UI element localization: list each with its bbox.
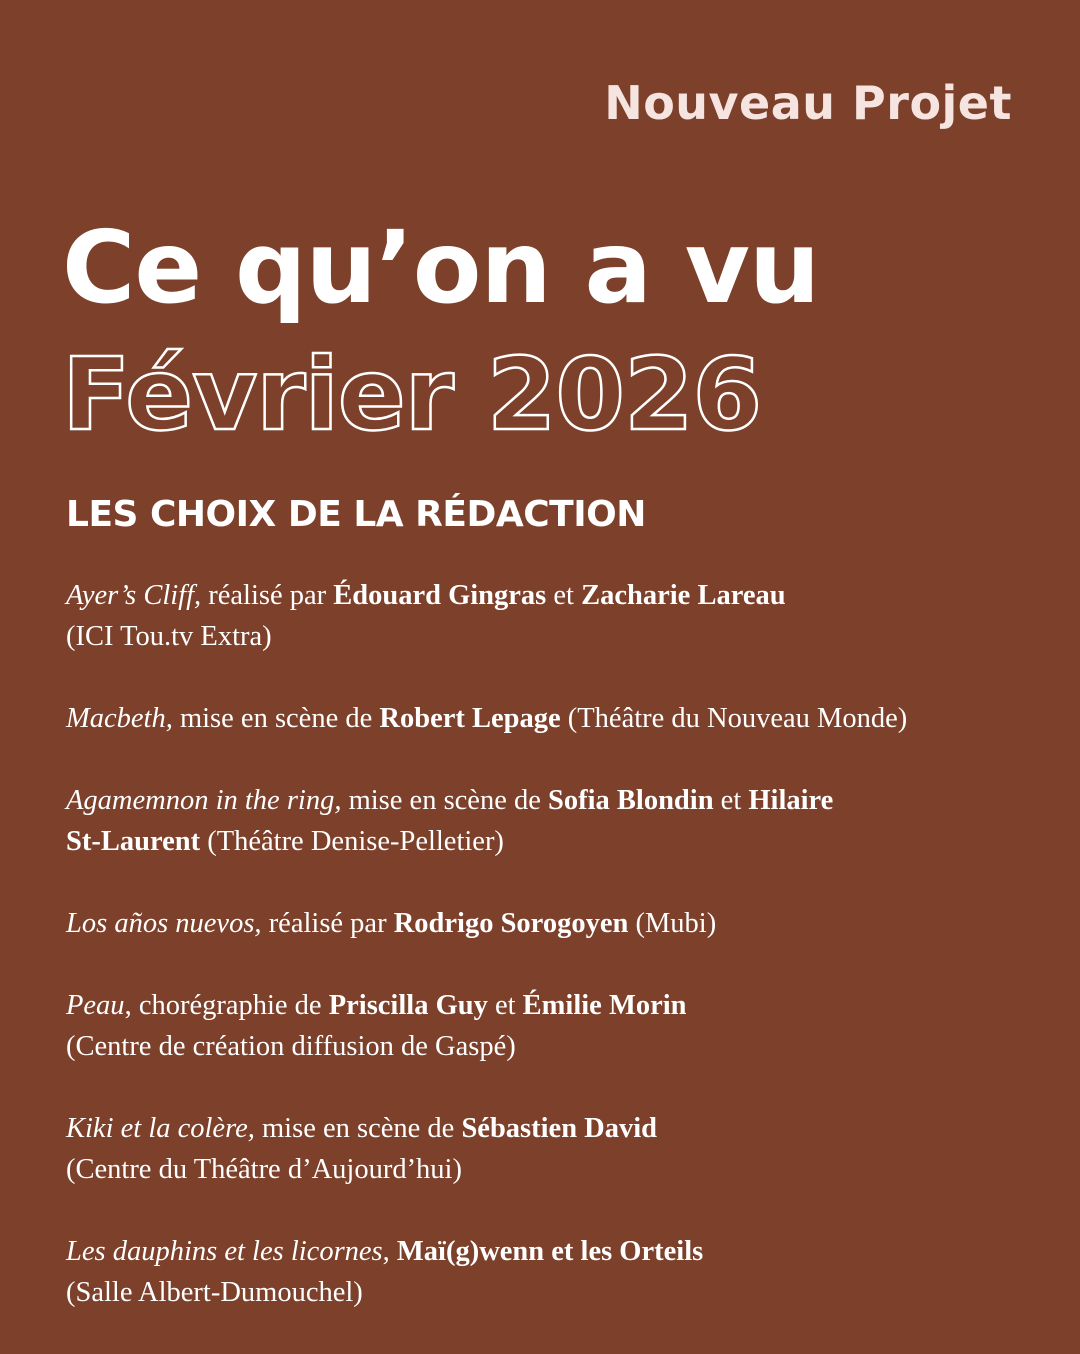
work-title: Ayer’s Cliff,	[66, 580, 202, 611]
credit-role: mise en scène de	[254, 1113, 462, 1144]
conjunction: et	[546, 580, 582, 611]
credit-role: réalisé par	[261, 908, 394, 939]
conjunction: et	[487, 990, 523, 1021]
list-item	[66, 1231, 1026, 1313]
person-name: Maï(g)wenn et les Orteils	[396, 1236, 704, 1267]
venue: (Théâtre Denise-Pelletier)	[200, 826, 504, 857]
work-title: Les dauphins et les licornes	[66, 1236, 383, 1267]
credit-role: mise en scène de	[341, 785, 549, 816]
venue: (Salle Albert-Dumouchel)	[66, 1277, 363, 1308]
venue: (Théâtre du Nouveau Monde)	[560, 703, 908, 734]
venue: (ICI Tou.tv Extra)	[66, 621, 272, 652]
list-item	[66, 780, 1026, 862]
list-item	[66, 1108, 1026, 1190]
page-title-date: Février 2026	[62, 336, 762, 453]
credit-role: réalisé par	[201, 580, 334, 611]
person-name: Sofia Blondin	[548, 785, 714, 816]
person-name: Émilie Morin	[522, 990, 687, 1021]
list-item	[66, 698, 1026, 739]
page-title: Ce qu’on a vu	[62, 209, 820, 326]
work-title: Peau	[66, 990, 125, 1021]
work-title: Kiki et la colère,	[66, 1113, 255, 1144]
conjunction: et	[713, 785, 749, 816]
person-name: Hilaire	[748, 785, 834, 816]
person-name: St-Laurent	[66, 826, 201, 857]
section-heading: LES CHOIX DE LA RÉDACTION	[66, 494, 646, 535]
person-name: Édouard Gingras	[333, 580, 547, 611]
work-title: Macbeth,	[66, 703, 173, 734]
list-item	[66, 575, 1026, 657]
person-name: Zacharie Lareau	[581, 580, 786, 611]
list-item	[66, 903, 1026, 944]
venue: (Centre du Théâtre d’Aujourd’hui)	[66, 1154, 462, 1185]
brand-logo: Nouveau Projet	[604, 76, 1012, 130]
person-name: Robert Lepage	[379, 703, 561, 734]
venue: (Centre de création diffusion de Gaspé)	[66, 1031, 516, 1062]
person-name: Rodrigo Sorogoyen	[393, 908, 629, 939]
list-item	[66, 985, 1026, 1067]
work-title: Los años nuevos,	[66, 908, 262, 939]
work-title: Agamemnon in the ring,	[66, 785, 342, 816]
venue: (Mubi)	[628, 908, 717, 939]
person-name: Sébastien David	[461, 1113, 658, 1144]
credit-role: ,	[382, 1236, 397, 1267]
credit-role: , chorégraphie de	[124, 990, 329, 1021]
selection-list	[66, 575, 1026, 1354]
person-name: Priscilla Guy	[328, 990, 488, 1021]
credit-role: mise en scène de	[172, 703, 380, 734]
